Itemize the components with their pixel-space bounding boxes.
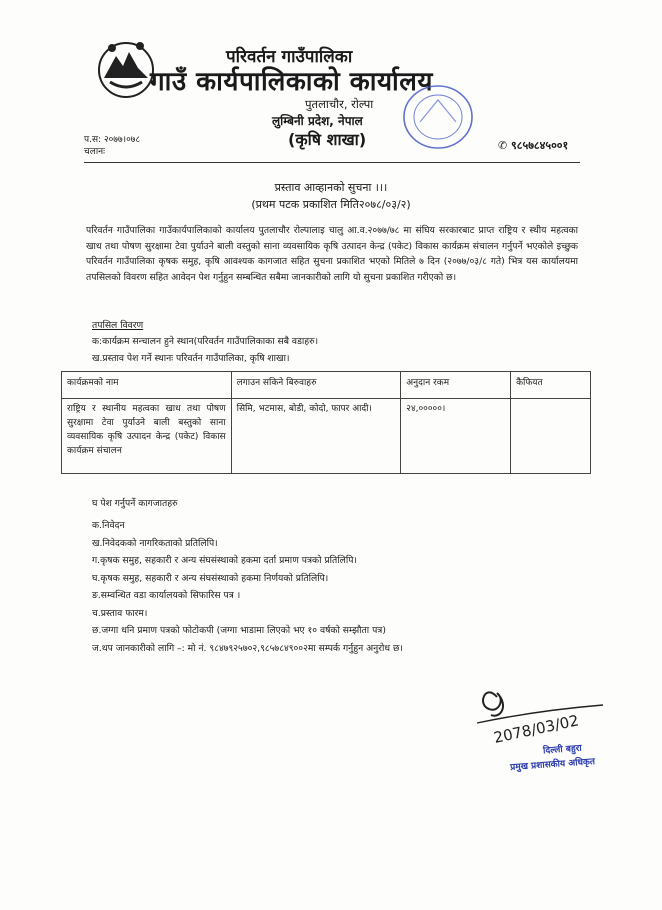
list-item: क.निवेदन — [92, 520, 125, 531]
list-item: ख.निवेदकको नागरिकताको प्रतिलिपि। — [92, 537, 218, 549]
documents-heading: घ पेश गर्नुपर्ने कागजातहरु — [92, 498, 178, 509]
detail-program-location: क:कार्यक्रम सन्चालन हुने स्थान(परिवर्तन गाउँपालिकाका सबै वडाहरु। — [92, 336, 319, 347]
table-header-cell: कैफियत — [511, 372, 591, 399]
signature-date: 2078/03/02 — [492, 711, 581, 747]
table-cell-crops: सिमि, भटमास, बोडी, कोदो, फापर आदी। — [231, 399, 401, 474]
municipality-name: परिवर्तन गाउँपालिका — [226, 47, 353, 67]
office-branch: (कृषि शाखा) — [288, 130, 367, 149]
list-item: घ.कृषक समुह, सहकारी र अन्य संघसंस्थाको हकमा निर्णयको प्रतिलिपि। — [92, 572, 329, 584]
table-header-cell: अनुदान रकम — [401, 372, 511, 399]
list-item: ङ.सम्वन्धित वडा कार्यालयको सिफारिस पत्र । — [92, 590, 241, 601]
handwritten-signature — [475, 675, 605, 765]
notice-body: परिवर्तन गाउँपालिका गाउँकार्यपालिकाको कार्यालय पुतलाचौर रोल्पालाइ चालु आ.व.२०७७/७८ मा संघिय सरकारबाट प्राप्त राष्ट्रिय र स्थीय महत्वका खाध तथा पोषण सुरक्षामा टेवा पुर्याउने बाली वस्तुको साना व्यवसायिक कृषि उत्पादन केन्द्र (पकेट) विकास कार्यक्रम संचालन गर्नुपर्ने भएकोले इच्छुक परिवर्तन गाउँपालिका कृषक समुह, कृषि आवश्यक कागजात सहित सुचना प्रकाशित भएको मितिले ७ दिन (२०७७/०३/८ गते) भित्र यस कार्यालयमा तपसिलको विवरण सहित आवेदन पेश गर्नुहुन सम्बन्धित सबैमा जानकारीको लागि यो सुचना प्रकाशित गरीएको छ। — [86, 225, 578, 283]
ref-line-1: प.स: २०७७।०७८ — [84, 135, 141, 145]
list-item: च.प्रस्ताव फारम। — [92, 607, 148, 619]
reference-number — [84, 134, 140, 158]
notice-title: प्रस्ताव आव्हानको सुचना ।।। — [274, 181, 388, 194]
list-item: छ.जग्गा धनि प्रमाण पत्रको फोटोकपी (जग्गा भाडामा लिएको भए १० वर्षको सम्झौता पत्र) — [92, 625, 386, 636]
list-item: ज.थप जानकारीको लागि –: मो नं. ९८४७९२५७०२,९८५७८४९००२मा सम्पर्क गर्नुहुन अनुरोध छ। — [92, 642, 403, 654]
emblem-logo — [96, 38, 156, 100]
office-address: पुतलाचौर, रोल्पा — [305, 97, 374, 111]
phone-number — [498, 138, 568, 153]
phone-number-text: ९८५७८४५००१ — [511, 139, 569, 152]
phone-icon: ✆ — [498, 139, 512, 152]
notice-subtitle: (प्रथम पटक प्रकाशित मिति२०७८/०३/२) — [251, 198, 411, 211]
office-province: लुम्बिनी प्रदेश, नेपाल — [272, 114, 363, 128]
table-cell-program: राष्ट्रिय र स्थानीय महत्वका खाध तथा पोषण सुरक्षामा टेवा पुर्याउने बाली बस्तुको साना व्यवसायिक कृषि उत्पादन केन्द्र (पकेट) विकास कार्यक्रम संचालन — [62, 399, 232, 474]
details-heading: तपसिल विवरण — [92, 320, 144, 331]
table-header-cell: लगाउन सकिने बिरुवाहरु — [231, 372, 401, 399]
program-table — [61, 371, 591, 474]
table-cell-remarks — [511, 399, 591, 474]
header-divider — [84, 162, 580, 163]
list-item: ग.कृषक समुह, सहकारी र अन्य संघसंस्थाको हकमा दर्ता प्रमाण पत्रको प्रतिलिपि। — [92, 555, 357, 566]
office-stamp — [400, 82, 476, 152]
table-header-row — [62, 372, 591, 399]
signatory-name: दिल्ली बहुरा — [542, 743, 583, 757]
detail-submission-place: ख.प्रस्ताव पेश गर्ने स्थानः परिवर्तन गाउँपालिका, कृषि शाखा। — [92, 353, 290, 364]
table-header-cell: कार्यक्रमको नाम — [62, 372, 232, 399]
office-name: गाउँ कार्यपालिकाको कार्यालय — [150, 67, 433, 97]
ref-line-2: चलानः — [84, 147, 105, 157]
table-row — [62, 399, 591, 474]
signatory-title: प्रमुख प्रशासकीय अधिकृत — [509, 757, 596, 773]
table-cell-amount: २४,०००००। — [401, 399, 511, 474]
documents-list — [92, 517, 612, 657]
